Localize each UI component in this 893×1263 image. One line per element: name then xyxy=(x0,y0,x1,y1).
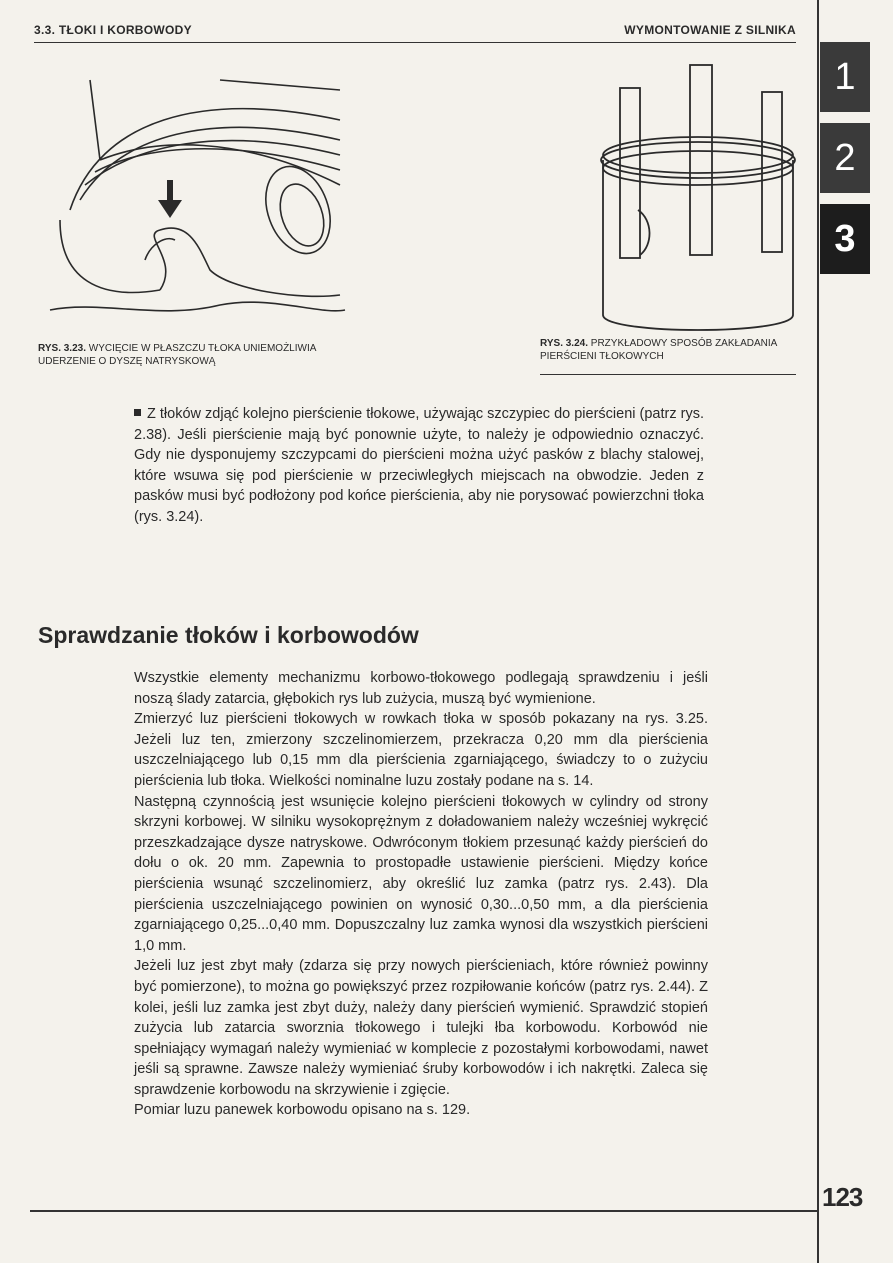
figure-3-24-text: PRZYKŁADOWY SPOSÓB ZAKŁADANIA PIERŚCIENI TŁOKOWYCH xyxy=(540,338,777,362)
figure-3-23-text: WYCIĘCIE W PŁASZCZU TŁOKA UNIEMOŻLIWIA UDERZENIE O DYSZĘ NATRYSKOWĄ xyxy=(38,343,316,367)
running-header xyxy=(34,20,796,43)
chapter-tab-1[interactable]: 1 xyxy=(820,42,870,117)
section-body xyxy=(134,668,708,1121)
intro-paragraph xyxy=(134,404,704,528)
page-number: 123 xyxy=(822,1182,863,1212)
paragraph: Pomiar luzu panewek korbowodu opisano na s. 129. xyxy=(134,1102,471,1119)
chapter-tab-2[interactable]: 2 xyxy=(820,123,870,198)
figure-3-23-caption xyxy=(38,342,348,368)
margin-rule xyxy=(817,0,819,1263)
caption-rule xyxy=(540,374,796,375)
arrow-down-icon xyxy=(158,180,182,218)
header-section: 3.3. TŁOKI I KORBOWODY xyxy=(34,23,192,37)
piston-skirt-cutout-illustration xyxy=(40,60,350,340)
piston-ring-strips-illustration xyxy=(598,60,798,340)
figure-3-24-caption xyxy=(540,337,800,363)
section-title: Sprawdzanie tłoków i korbowodów xyxy=(38,622,419,648)
footer-rule xyxy=(30,1210,818,1212)
figure-3-24-number: RYS. 3.24. xyxy=(540,338,588,349)
header-chapter: WYMONTOWANIE Z SILNIKA xyxy=(624,23,796,37)
paragraph: Następną czynnością jest wsunięcie kolejno pierścieni tłokowych w cylindry od strony skrzyni korbowej. W silniku wysokoprężnym z doładowaniem należy wcześniej wykręcić przeszkadzające dysze natryskowe. Odwróconym tłokiem przesunąć każdy pierścień do dołu o ok. 20 mm. Zapewnia to prostopadłe ustawienie pierścieni. Między końce pierścienia wsunąć szczelinomierz, aby określić luz zamka (patrz rys. 2.43). Dla pierścienia uszczelniającego powinien on wynosić 0,30...0,50 mm, a dla pierścienia zgarniającego 0,25...0,40 mm. Dopuszczalny luz zamka wynosi dla wszystkich pierścieni 1,0 mm. xyxy=(134,793,708,954)
square-bullet-icon xyxy=(134,409,141,416)
paragraph: Wszystkie elementy mechanizmu korbowo-tłokowego podlegają sprawdzeniu i jeśli noszą ślady zatarcia, głębokich rys lub zużycia, muszą być wymienione. xyxy=(134,670,708,707)
intro-text: Z tłoków zdjąć kolejno pierścienie tłokowe, używając szczypiec do pierścieni (patrz rys. 2.38). Jeśli pierścienie mają być ponownie użyte, to należy je odpowiednio oznaczyć. Gdy nie dysponujemy szczypcami do pierścieni można użyć pasków z blachy stalowej, które wsuwa się pod pierścienie w przeciwległych miejscach na obwodzie. Jeden z pasków musi być podłożony pod końce pierścienia, aby nie porysować powierzchni tłoka (rys. 3.24). xyxy=(134,406,704,525)
chapter-tab-3[interactable]: 3 xyxy=(820,204,870,279)
figure-3-23-number: RYS. 3.23. xyxy=(38,343,86,354)
paragraph: Jeżeli luz jest zbyt mały (zdarza się przy nowych pierścieniach, które również powinny być pomierzone), to można go powiększyć przez rozpiłowanie końców (patrz rys. 2.44). Z kolei, jeśli luz zamka jest zbyt duży, należy dany pierścień wymienić. Sprawdzić stopień zużycia lub zatarcia sworznia tłokowego i tulejki łba korbowodu. Korbowód nie spełniający wymagań należy wymieniać w komplecie z pozostałymi korbowodami, nawet jeśli są sprawne. Zawsze należy wymieniać śruby korbowodów i ich nakrętki. Zaleca się sprawdzenie korbowodu na skrzywienie i zgięcie. xyxy=(134,958,708,1098)
paragraph: Zmierzyć luz pierścieni tłokowych w rowkach tłoka w sposób pokazany na rys. 3.25. Jeżeli luz ten, zmierzony szczelinomierzem, przekracza 0,20 mm dla pierścienia uszczelniającego lub 0,15 mm dla pierścienia zgarniającego, świadczy to o zużyciu pierścienia lub tłoka. Wielkości nominalne luzu zostały podane na s. 14. xyxy=(134,711,708,789)
